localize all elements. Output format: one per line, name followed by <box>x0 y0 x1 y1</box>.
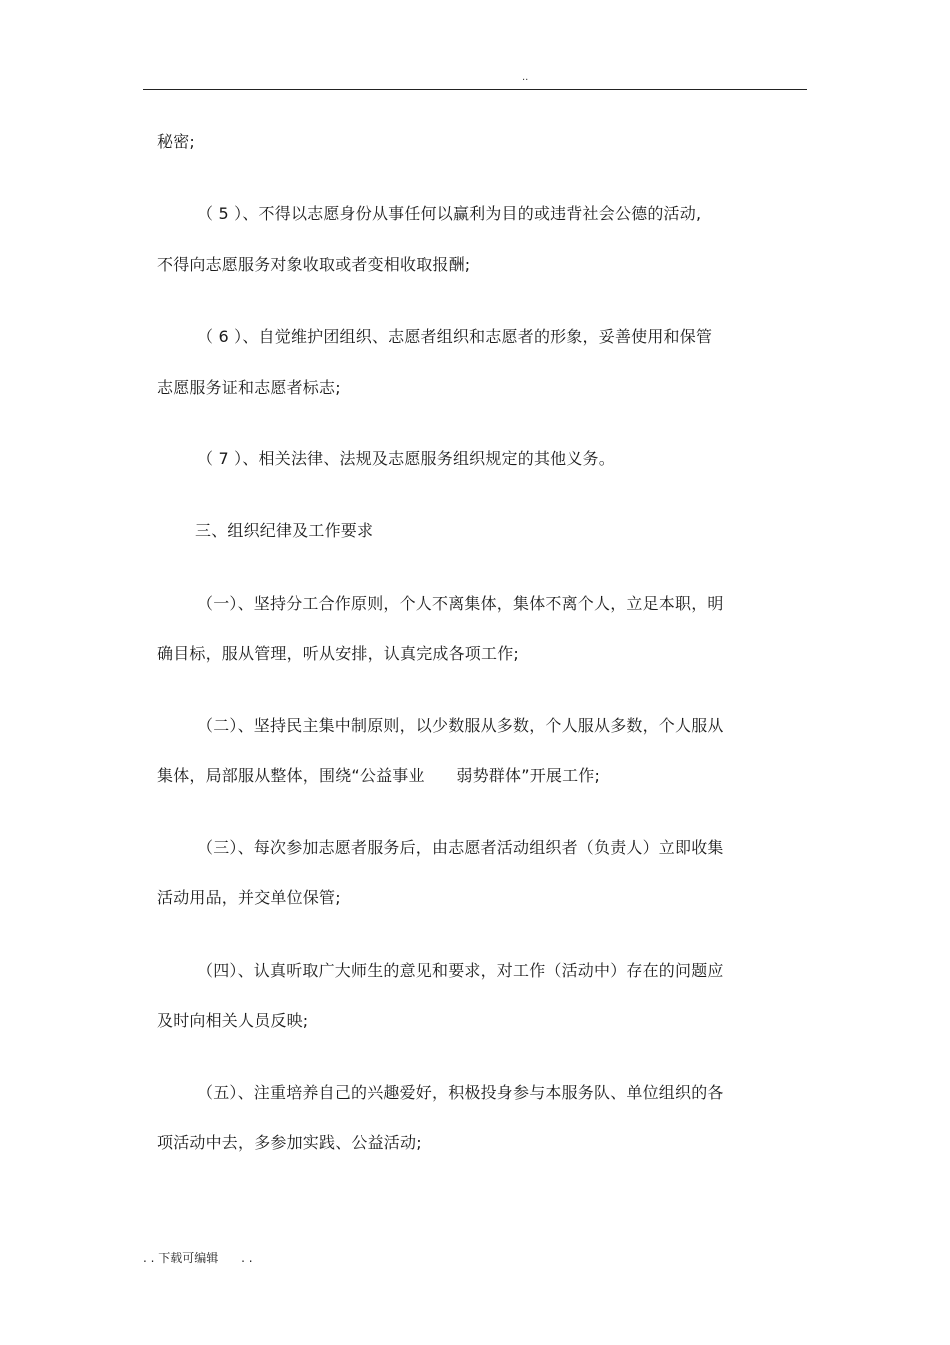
text-line: 项活动中去，多参加实践、公益活动; <box>157 1133 422 1152</box>
text-line: （一）、坚持分工合作原则，个人不离集体，集体不离个人，立足本职，明 <box>197 594 724 613</box>
text-line: （四）、认真听取广大师生的意见和要求，对工作（活动中）存在的问题应 <box>197 961 724 980</box>
text-line: 秘密; <box>157 132 195 151</box>
text-line: 确目标，服从管理，听从安排，认真完成各项工作; <box>157 644 519 663</box>
header-rule <box>143 89 807 90</box>
header-mark: .. <box>522 72 529 83</box>
text-line: 活动用品，并交单位保管; <box>157 888 341 907</box>
section-heading: 三、组织纪律及工作要求 <box>195 521 374 540</box>
text-line: 及时向相关人员反映; <box>157 1011 309 1030</box>
text-line: 不得向志愿服务对象收取或者变相收取报酬; <box>157 255 471 274</box>
text-line: （三）、每次参加志愿者服务后，由志愿者活动组织者（负责人）立即收集 <box>197 838 724 857</box>
text-line: （二）、坚持民主集中制原则，以少数服从多数，个人服从多数，个人服从 <box>197 716 724 735</box>
footer-note: . . 下载可编辑 . . <box>143 1251 253 1265</box>
text-line: 志愿服务证和志愿者标志; <box>157 378 341 397</box>
text-line: （ 6 ）、自觉维护团组织、志愿者组织和志愿者的形象，妥善使用和保管 <box>197 327 713 346</box>
text-line: 集体，局部服从整体，围绕“公益事业 弱势群体”开展工作; <box>157 766 601 785</box>
text-line: （ 5 ）、不得以志愿身份从事任何以赢利为目的或违背社会公德的活动, <box>197 204 702 223</box>
text-line: （ 7 ）、相关法律、法规及志愿服务组织规定的其他义务。 <box>197 449 615 468</box>
text-line: （五）、注重培养自己的兴趣爱好，积极投身参与本服务队、单位组织的各 <box>197 1083 724 1102</box>
